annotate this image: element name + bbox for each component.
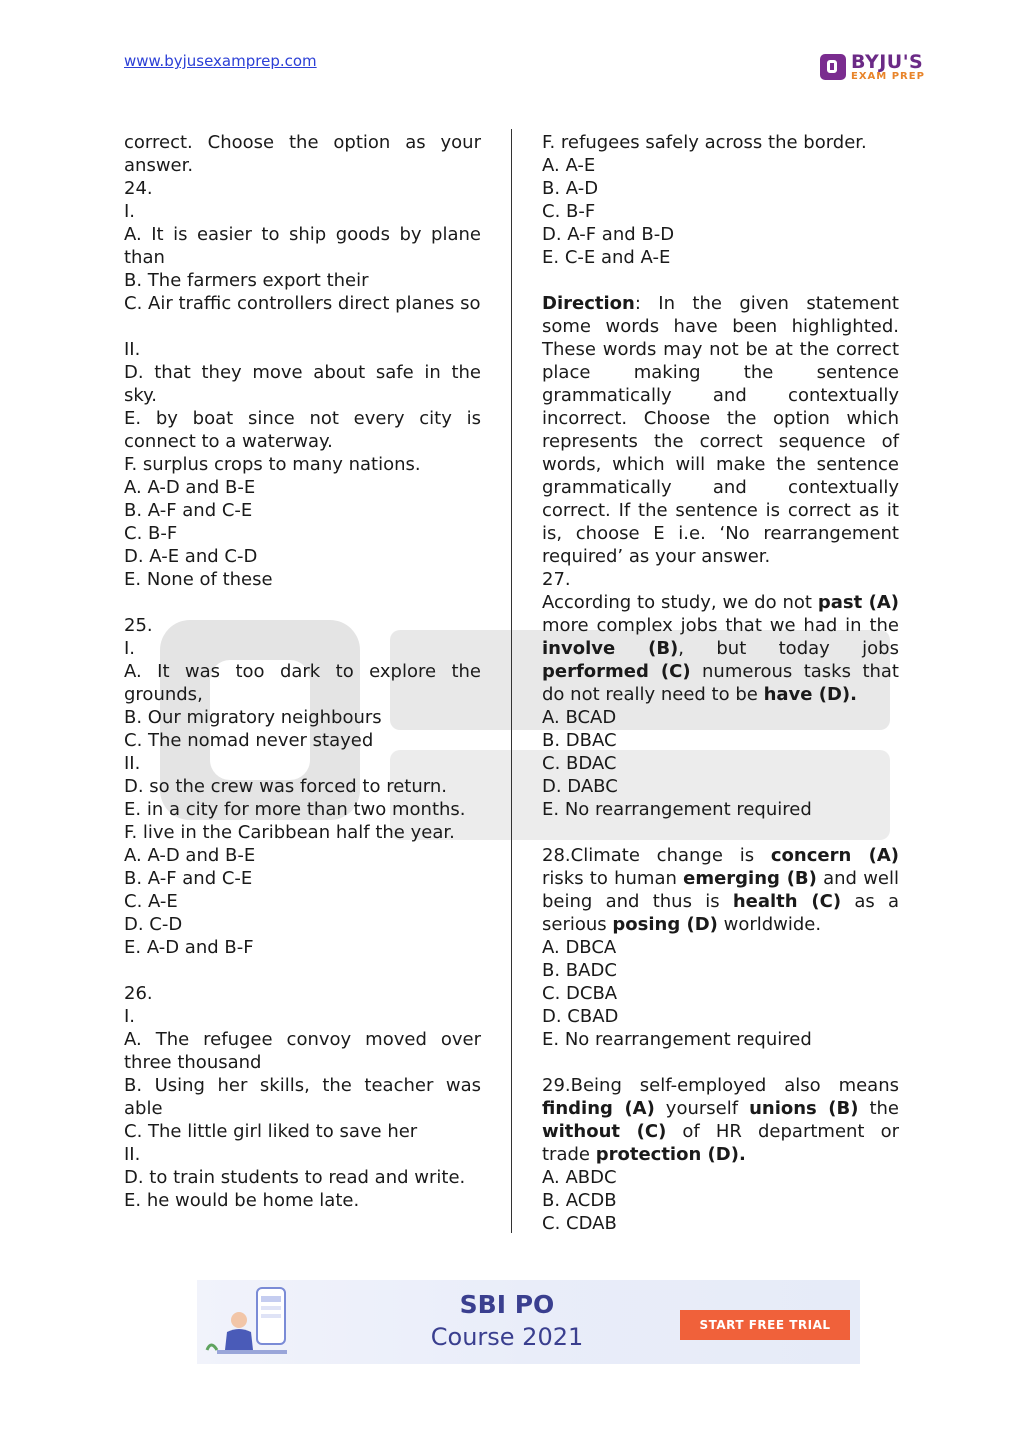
text-segment: E. No rearrangement required [542, 799, 812, 820]
text-segment: D. A-F and B-D [542, 224, 675, 245]
text-segment: A. BCAD [542, 707, 617, 728]
text-line: F. live in the Caribbean half the year. [124, 822, 455, 843]
text-line [542, 200, 899, 223]
blank-line [542, 821, 899, 844]
text-segment: numerous tasks that do not really need to be [542, 661, 899, 705]
text-segment: B. BADC [542, 960, 617, 981]
text-line: 26. [124, 983, 153, 1004]
text-segment: A. DBCA [542, 937, 617, 958]
blank-line [542, 1051, 899, 1074]
text-segment: B. DBAC [542, 730, 617, 751]
text-line: D. C-D [124, 914, 183, 935]
text-line: B. The farmers export their [124, 270, 369, 291]
text-line [542, 1166, 899, 1189]
text-segment: B. A-D [542, 178, 599, 199]
text-line [542, 752, 899, 775]
blank-line [542, 269, 899, 292]
byjus-logo-icon [820, 54, 846, 80]
text-segment: 28.Climate change is [542, 845, 771, 866]
text-line [542, 959, 899, 982]
text-line [542, 177, 899, 200]
text-segment: C. CDAB [542, 1213, 617, 1234]
start-free-trial-button[interactable]: START FREE TRIAL [680, 1310, 850, 1340]
text-line [542, 936, 899, 959]
text-segment: 27. [542, 569, 571, 590]
text-line: C. B-F [124, 523, 178, 544]
text-line: II. [124, 339, 141, 360]
highlighted-word: unions (B) [749, 1098, 859, 1119]
text-segment: C. DCBA [542, 983, 618, 1004]
text-line: B. A-F and C-E [124, 500, 253, 521]
highlighted-word: finding (A) [542, 1098, 655, 1119]
text-segment: yourself [654, 1098, 750, 1119]
text-segment: : In the given statement some words have been highlighted. These words may not be at the correct place making the sentence grammatically and contextually incorrect. Choose the option which represents the correct sequence of words, which will make the sentence grammatically and contextually correct. If the sentence is correct as it is, choose E i.e. ‘No rearrangement required’ as your answer. [542, 293, 899, 567]
student-phone-illustration-icon [197, 1280, 317, 1364]
text-segment: D. CBAD [542, 1006, 619, 1027]
logo-subtitle: EXAM PREP [851, 70, 925, 82]
text-line: B. A-F and C-E [124, 868, 253, 889]
text-segment: as a serious [542, 891, 900, 935]
text-line: F. surplus crops to many nations. [124, 454, 421, 475]
text-line: II. [124, 753, 141, 774]
text-line [542, 1074, 899, 1166]
text-segment: B. ACDB [542, 1190, 617, 1211]
text-line: I. [124, 201, 136, 222]
highlighted-word: posing (D) [612, 914, 718, 935]
text-line [542, 154, 899, 177]
banner-title: SBI PO [459, 1290, 555, 1319]
text-line: E. he would be home late. [124, 1190, 360, 1211]
text-line: D. A-E and C-D [124, 546, 258, 567]
text-segment: the [858, 1098, 899, 1119]
highlighted-word: emerging (B) [683, 868, 817, 889]
text-segment: D. DABC [542, 776, 618, 797]
highlighted-word: without (C) [542, 1121, 667, 1142]
text-line: C. The nomad never stayed [124, 730, 374, 751]
highlighted-word: have (D). [763, 684, 857, 705]
text-segment: A. ABDC [542, 1167, 617, 1188]
text-line [542, 729, 899, 752]
text-line: A. It was too dark to explore the grounds, [124, 661, 481, 705]
text-segment: F. refugees safely across the border. [542, 132, 867, 153]
text-segment: A. A-E [542, 155, 596, 176]
site-url-link[interactable]: www.byjusexamprep.com [124, 52, 317, 70]
text-line: D. to train students to read and write. [124, 1167, 466, 1188]
text-line [542, 246, 899, 269]
blank-line [124, 591, 481, 614]
text-line: I. [124, 1006, 136, 1027]
text-line [542, 292, 899, 568]
text-line [542, 798, 899, 821]
text-line: A. It is easier to ship goods by plane than [124, 224, 481, 268]
text-segment: E. No rearrangement required [542, 1029, 812, 1050]
text-segment: E. C-E and A-E [542, 247, 671, 268]
blank-line [124, 315, 481, 338]
text-segment: C. BDAC [542, 753, 617, 774]
text-line: II. [124, 1144, 141, 1165]
text-segment: risks to human [542, 868, 684, 889]
text-segment: and well being and thus is [542, 868, 899, 912]
text-line: E. None of these [124, 569, 273, 590]
highlighted-word: performed (C) [542, 661, 691, 682]
course-banner[interactable] [197, 1280, 860, 1364]
highlighted-word: protection (D). [595, 1144, 746, 1165]
text-line: E. A-D and B-F [124, 937, 254, 958]
left-column [124, 131, 481, 1212]
highlighted-word: health (C) [732, 891, 842, 912]
text-line: A. A-D and B-E [124, 845, 256, 866]
text-segment: of HR department or trade [542, 1121, 899, 1165]
text-line [542, 775, 899, 798]
blank-line [124, 959, 481, 982]
text-line [542, 1189, 899, 1212]
text-line: E. in a city for more than two months. [124, 799, 466, 820]
right-column [542, 131, 899, 1235]
banner-subtitle: Course 2021 [430, 1323, 584, 1351]
text-segment: 29.Being self-employed also means [542, 1075, 899, 1096]
text-line [542, 1028, 899, 1051]
text-segment: According to study, we do not [542, 592, 818, 613]
text-line [542, 844, 899, 936]
text-line: B. Using her skills, the teacher was able [124, 1075, 481, 1119]
text-line [542, 223, 899, 246]
text-line: D. so the crew was forced to return. [124, 776, 447, 797]
text-line: A. The refugee convoy moved over three thousand [124, 1029, 481, 1073]
highlighted-word: Direction [542, 293, 635, 314]
text-line [542, 1212, 899, 1235]
text-line: B. Our migratory neighbours [124, 707, 382, 728]
text-line [542, 591, 899, 706]
text-segment: , but today jobs [678, 638, 899, 659]
highlighted-word: past (A) [817, 592, 899, 613]
text-line [542, 131, 899, 154]
text-line: C. Air traffic controllers direct planes so [124, 293, 481, 314]
text-line [542, 568, 899, 591]
text-line: C. The little girl liked to save her [124, 1121, 418, 1142]
text-line: E. by boat since not every city is connect to a waterway. [124, 408, 481, 452]
text-line [542, 982, 899, 1005]
text-segment: C. B-F [542, 201, 596, 222]
byjus-exam-prep-logo [820, 50, 930, 84]
text-line: A. A-D and B-E [124, 477, 256, 498]
column-divider [511, 129, 512, 1233]
text-line [542, 1005, 899, 1028]
highlighted-word: concern (A) [770, 845, 899, 866]
text-line: C. A-E [124, 891, 178, 912]
text-segment: worldwide. [717, 914, 822, 935]
text-line: 25. [124, 615, 153, 636]
highlighted-word: involve (B) [542, 638, 679, 659]
text-line: correct. Choose the option as your answer. [124, 132, 481, 176]
text-line: 24. [124, 178, 153, 199]
text-line [542, 706, 899, 729]
text-line: D. that they move about safe in the sky. [124, 362, 481, 406]
text-segment: more complex jobs that we had in the [542, 615, 899, 636]
logo-name: BYJU'S [851, 50, 924, 73]
text-line: I. [124, 638, 136, 659]
